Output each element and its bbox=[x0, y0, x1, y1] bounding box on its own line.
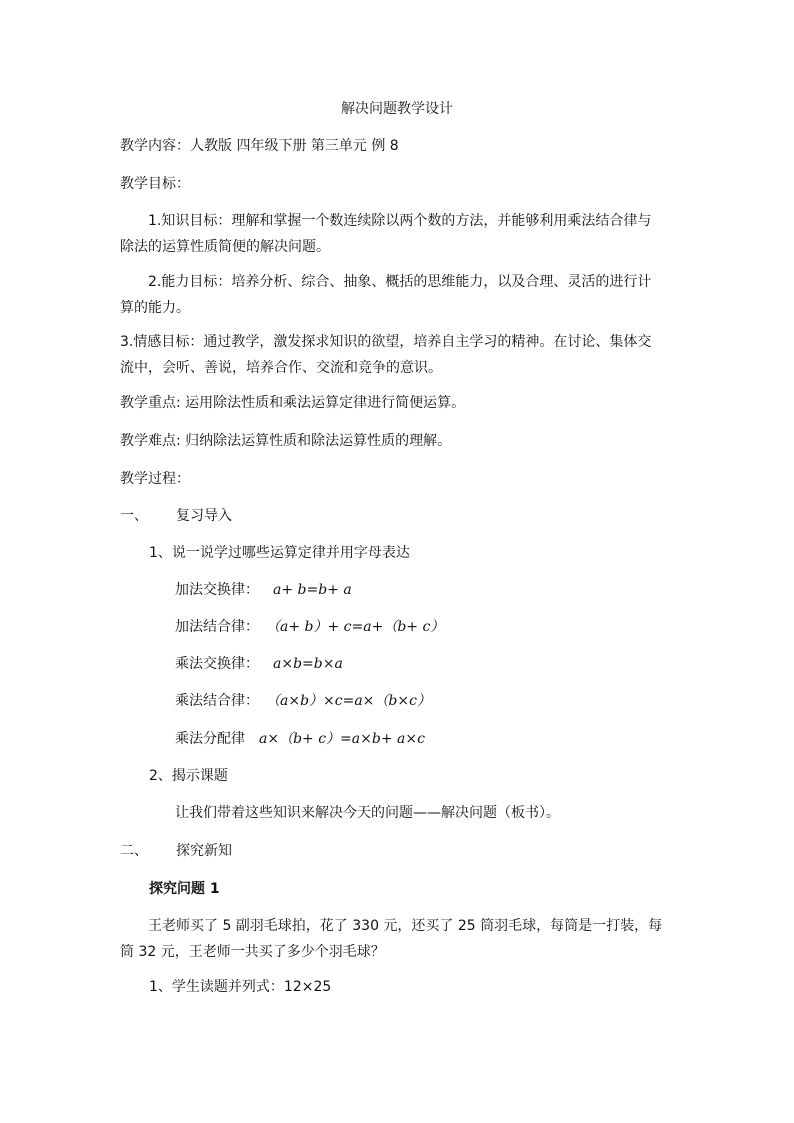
objective-emotion: 3.情感目标：通过教学，激发探求知识的欲望，培养自主学习的精神。在讨论、集体交流中，会听、善说，培养合作、交流和竞争的意识。 bbox=[120, 334, 652, 376]
objectives-heading: 教学目标： bbox=[120, 176, 190, 192]
section-explore bbox=[120, 841, 232, 861]
law-distributive bbox=[175, 729, 425, 749]
section-number: 二、 bbox=[120, 843, 148, 859]
law-name: 加法交换律： bbox=[175, 582, 259, 598]
teaching-difficulty: 教学难点: 归纳除法运算性质和除法运算性质的理解。 bbox=[120, 433, 452, 449]
section-number: 一、 bbox=[120, 508, 148, 524]
law-formula: （a×b）×c=a×（b×c） bbox=[273, 693, 431, 709]
teaching-key-point: 教学重点: 运用除法性质和乘法运算定律进行简便运算。 bbox=[120, 395, 466, 411]
reveal-topic-text: 让我们带着这些知识来解决今天的问题——解决问题（板书）。 bbox=[175, 805, 560, 821]
law-formula: （a+ b）+ c=a+（b+ c） bbox=[273, 619, 445, 635]
section-label: 探究新知 bbox=[176, 843, 232, 859]
law-formula: a×b=b×a bbox=[273, 656, 343, 672]
law-multiplication-commutative bbox=[175, 654, 343, 674]
law-name: 乘法交换律： bbox=[175, 656, 259, 672]
document-title: 解决问题教学设计 bbox=[341, 101, 453, 117]
law-formula: a×（b+ c）=a×b+ a×c bbox=[259, 731, 425, 747]
review-item-1: 1、说一说学过哪些运算定律并用字母表达 bbox=[149, 545, 410, 561]
process-heading: 教学过程： bbox=[120, 471, 190, 487]
review-item-2: 2、揭示课题 bbox=[149, 768, 228, 784]
law-formula: a+ b=b+ a bbox=[273, 582, 352, 598]
objective-knowledge: 1.知识目标：理解和掌握一个数连续除以两个数的方法，并能够利用乘法结合律与除法的运算性质简便的解决问题。 bbox=[120, 213, 652, 255]
law-name: 加法结合律： bbox=[175, 619, 259, 635]
law-addition-commutative bbox=[175, 580, 352, 600]
teaching-content: 教学内容：人教版 四年级下册 第三单元 例 8 bbox=[120, 138, 399, 154]
objective-ability: 2.能力目标：培养分析、综合、抽象、概括的思维能力，以及合理、灵活的进行计算的能力。 bbox=[120, 274, 652, 316]
section-review bbox=[120, 506, 232, 526]
solution-step-1: 1、学生读题并列式：12×25 bbox=[149, 979, 332, 995]
section-label: 复习导入 bbox=[176, 508, 232, 524]
law-multiplication-associative bbox=[175, 691, 431, 711]
problem-heading: 探究问题 1 bbox=[149, 881, 220, 897]
law-addition-associative bbox=[175, 617, 444, 637]
law-name: 乘法分配律 bbox=[175, 731, 245, 747]
law-name: 乘法结合律： bbox=[175, 693, 259, 709]
problem-text: 王老师买了 5 副羽毛球拍，花了 330 元，还买了 25 筒羽毛球，每筒是一打装，每筒 32 元，王老师一共买了多少个羽毛球？ bbox=[120, 918, 663, 960]
